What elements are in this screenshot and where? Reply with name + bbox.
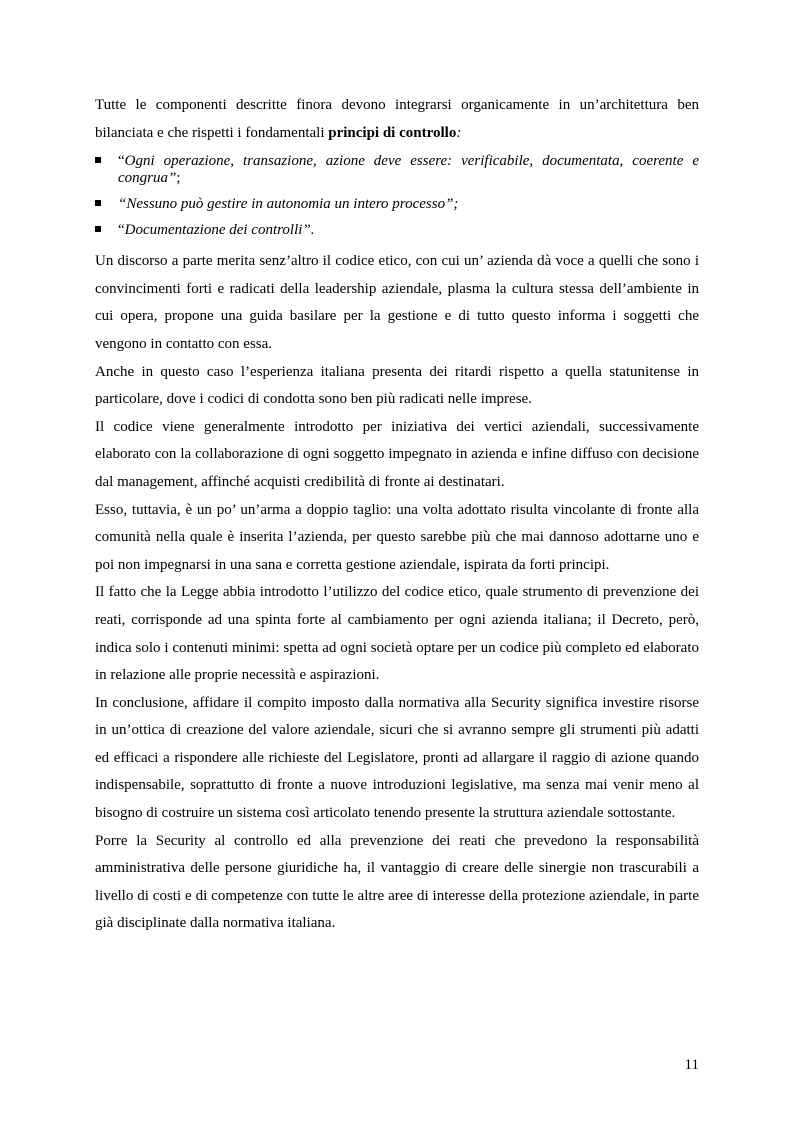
control-principles-list bbox=[95, 153, 699, 239]
paragraph-esperienza-italiana: Anche in questo caso l’esperienza italiana presenta dei ritardi rispetto a quella statunitense in particolare, dove i codici di condotta sono ben più radicati nelle imprese. bbox=[95, 363, 699, 408]
intro-text: Tutte le componenti descritte finora devono integrarsi organicamente in un’architettura ben bilanciata e che rispetti i fondamentali bbox=[95, 97, 699, 141]
paragraph-conclusione: In conclusione, affidare il compito imposto dalla normativa alla Security significa investire risorse in un’ottica di creazione del valore aziendale, sicuri che si avranno sempre gli strumenti più adatti ed efficaci a rispondere alle richieste del Legislatore, pronti ad allargare il raggio di azione quando indispensabile, soprattutto di fronte a nuove introduzioni legislative, ma senza mai venir meno al bisogno di costruire un sistema così articolato tenendo presente la struttura aziendale sottostante. bbox=[95, 694, 699, 822]
paragraph-introduzione-codice: Il codice viene generalmente introdotto per iniziativa dei vertici aziendali, successivamente elaborato con la collaborazione di ogni soggetto impegnato in azienda e infine diffuso con decisione dal management, affinché acquisti credibilità di fronte ai destinatari. bbox=[95, 418, 699, 490]
intro-colon: : bbox=[456, 124, 462, 141]
page-number: 11 bbox=[684, 1057, 699, 1073]
list-item: “Nessuno può gestire in autonomia un intero processo”; bbox=[95, 196, 699, 213]
list-item: “Documentazione dei controlli”. bbox=[95, 222, 699, 239]
list-item: “Ogni operazione, transazione, azione deve essere: verificabile, documentata, coerente e congrua”; bbox=[95, 153, 699, 187]
paragraph-codice-etico: Un discorso a parte merita senz’altro il codice etico, con cui un’ azienda dà voce a quelli che sono i convincimenti forti e radicati della leadership aziendale, plasma la cultura stessa dell’ambiente in cui opera, propone una guida basilare per la gestione e di tutto questo informa i soggetti che vengono in contatto con essa. bbox=[95, 253, 699, 352]
paragraph-doppio-taglio: Esso, tuttavia, è un po’ un’arma a doppio taglio: una volta adottato risulta vincolante di fronte alla comunità nella quale è inserita l’azienda, per questo sarebbe più che mai dannoso adottarne uno e poi non impegnarsi in una sana e corretta gestione aziendale, ispirata da forti principi. bbox=[95, 501, 699, 573]
page-body bbox=[95, 92, 699, 938]
intro-paragraph bbox=[95, 92, 699, 147]
square-bullet-icon bbox=[95, 157, 101, 163]
square-bullet-icon bbox=[95, 200, 101, 206]
square-bullet-icon bbox=[95, 226, 101, 232]
intro-bold-text: principi di controllo bbox=[328, 124, 457, 141]
paragraph-security: Porre la Security al controllo ed alla prevenzione dei reati che prevedono la responsabilità amministrativa delle persone giuridiche ha, il vantaggio di creare delle sinergie non trascurabili a livello di costi e di competenze con tutte le altre aree di interesse della protezione aziendale, in parte già disciplinate dalla normativa italiana. bbox=[95, 832, 699, 932]
paragraph-legge: Il fatto che la Legge abbia introdotto l’utilizzo del codice etico, quale strumento di prevenzione dei reati, corrisponde ad una spinta forte al cambiamento per ogni azienda italiana; il Decreto, però, indica solo i contenuti minimi: spetta ad ogni società optare per un codice più completo ed elaborato in relazione alle proprie necessità e aspirazioni. bbox=[95, 584, 699, 684]
